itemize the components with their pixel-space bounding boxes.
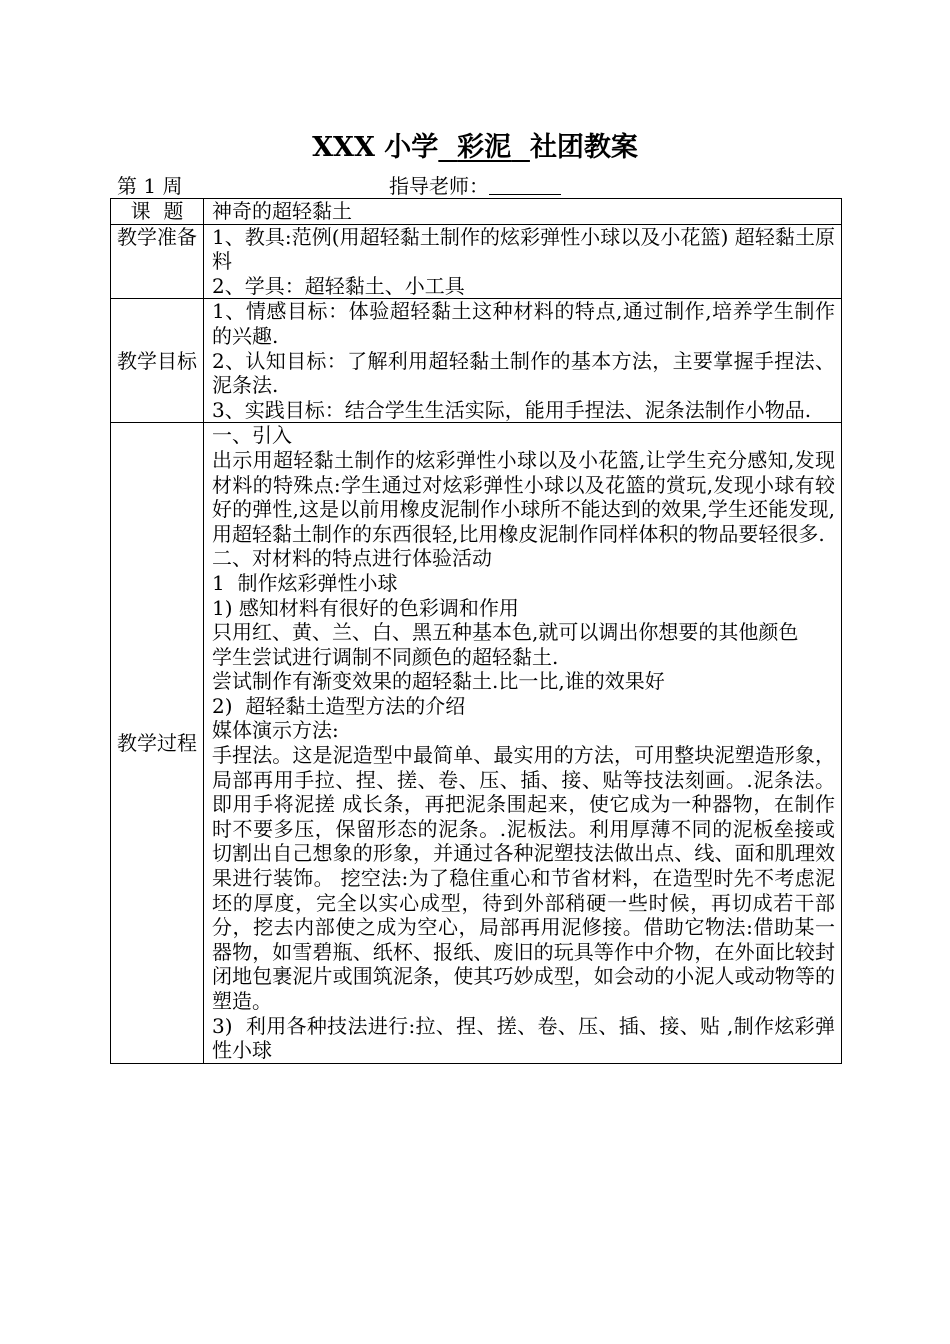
row-goals xyxy=(111,299,842,423)
goal-line: 1、情感目标：体验超轻黏土这种材料的特点,通过制作,培养学生制作的兴趣. xyxy=(212,299,835,348)
content-goals xyxy=(204,299,842,423)
label-process: 教学过程 xyxy=(111,423,204,1063)
process-line: 一、引入 xyxy=(212,423,292,448)
lesson-plan-table xyxy=(110,198,842,1064)
goal-line: 3、实践目标：结合学生生活实际，能用手捏法、泥条法制作小物品. xyxy=(212,397,812,422)
process-line: 2) 超轻黏土造型方法的介绍 xyxy=(212,693,466,718)
process-line: 出示用超轻黏土制作的炫彩弹性小球以及小花篮,让学生充分感知,发现材料的特殊点:学生通过对炫彩弹性小球以及花篮的赏玩,发现小球有较好的弹性,这是以前用橡皮泥制作小球所不能达到的效果,学生还能发现,用超轻黏土制作的东西很轻,比用橡皮泥制作同样体积的物品要轻很多. xyxy=(212,447,835,546)
process-line: 1) 感知材料有很好的色彩调和作用 xyxy=(212,595,519,620)
title-club-name: 彩泥 xyxy=(457,132,512,163)
goal-line: 2、认知目标：了解利用超轻黏土制作的基本方法，主要掌握手捏法、泥条法. xyxy=(212,348,835,398)
process-line: 媒体演示方法: xyxy=(212,718,339,743)
label-goals: 教学目标 xyxy=(111,299,204,423)
prep-line: 1、教具:范例(用超轻黏土制作的炫彩弹性小球以及小花篮) 超轻黏土原料 xyxy=(212,224,835,274)
teacher-label: 指导老师： xyxy=(389,174,489,198)
content-topic: 神奇的超轻黏土 xyxy=(204,199,842,225)
row-topic xyxy=(111,199,842,225)
content-prep xyxy=(204,224,842,299)
process-line: 尝试制作有渐变效果的超轻黏土.比一比,谁的效果好 xyxy=(212,669,665,694)
process-line: 只用红、黄、兰、白、黑五种基本色,就可以调出你想要的其他颜色 xyxy=(212,620,799,645)
process-line: 3) 利用各种技法进行:拉、捏、搓、卷、压、插、接、贴 ,制作炫彩弹性小球 xyxy=(212,1013,835,1063)
teacher-field xyxy=(389,174,561,198)
row-process xyxy=(111,423,842,1063)
week-label: 第 1 周 xyxy=(117,174,183,198)
title-suffix: 社团教案 xyxy=(529,132,638,163)
title-prefix: XXX 小学 xyxy=(312,132,439,163)
label-prep: 教学准备 xyxy=(111,224,204,299)
content-process xyxy=(204,423,842,1063)
row-prep xyxy=(111,224,842,299)
process-line: 手捏法。这是泥造型中最简单、最实用的方法，可用整块泥塑造形象，局部再用手拉、捏、搓、卷、压、插、接、贴等技法刻画。.泥条法。即用手将泥搓 成长条，再把泥条围起来，使它成为一种器物，在制作时不要多压，保留形态的泥条。.泥板法。利用厚薄不同的泥板垒接或切割出自己想象的形象，并通过各种泥塑技法做出点、线、面和肌理效果进行装饰。 挖空法:为了稳住重心和节省材料，在造型时先不考虑泥坯的厚度，完全以实心成型，待到外部稍硬一些时候，再切成若干部分，挖去内部使之成为空心，局部再用泥修接。借助它物法:借助某一器物，如雪碧瓶、纸杯、报纸、废旧的玩具等作中介物，在外面比较封闭地包裹泥片或围筑泥条，使其巧妙成型，如会动的小泥人或动物等的塑造。 xyxy=(212,743,835,1013)
teacher-blank xyxy=(489,174,561,195)
prep-line: 2、学具：超轻黏土、小工具 xyxy=(212,273,465,298)
process-line: 学生尝试进行调制不同颜色的超轻黏土. xyxy=(212,644,559,669)
page-title xyxy=(0,130,950,166)
process-line: 1 制作炫彩弹性小球 xyxy=(212,570,398,595)
process-line: 二、对材料的特点进行体验活动 xyxy=(212,546,492,571)
label-topic: 课 题 xyxy=(111,199,204,225)
